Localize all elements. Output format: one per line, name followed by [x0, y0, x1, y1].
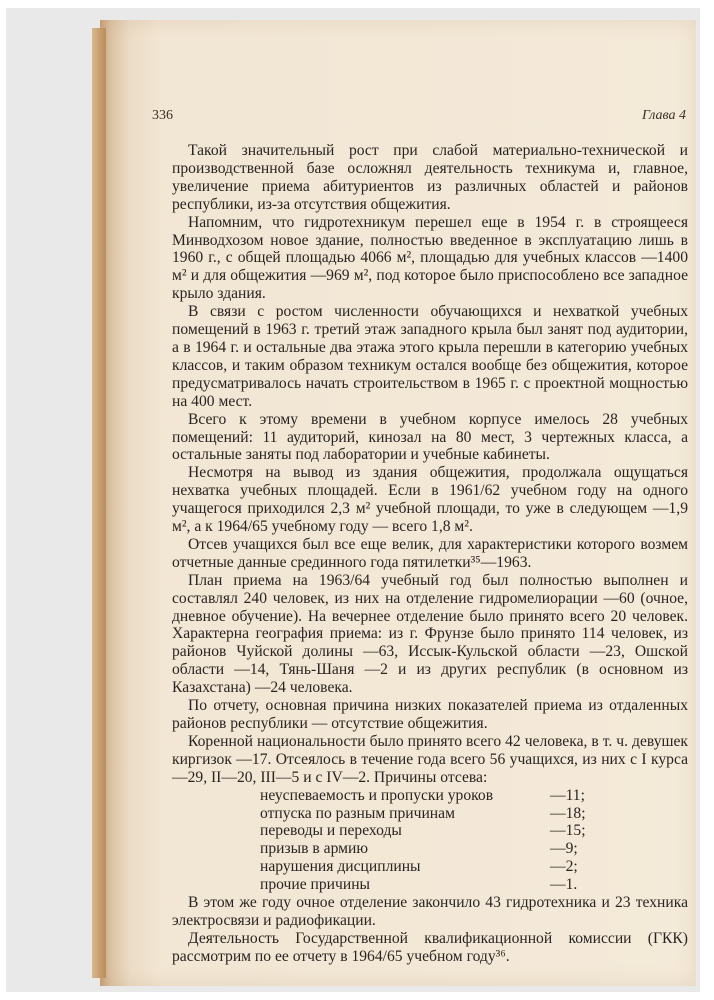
reason-label: прочие причины: [260, 876, 371, 894]
reason-label: неуспеваемость и пропуски уроков: [260, 786, 494, 804]
list-item: [260, 805, 624, 823]
reason-count: —1.: [550, 876, 578, 894]
paragraph: В связи с ростом численности обучающихся и нехваткой учебных помещений в 1963 г. третий этаж западного крыла был занят под аудитории, а в 1964 г. и остальные два этажа этого крыла перешли в категорию учебных классов, и таким образом техникум остался вообще без общежития, которое предусматривалось начать строительством в 1965 г. с проектной мощностью на 400 мест.: [172, 303, 688, 410]
page-body: [172, 142, 688, 966]
page-edge: [92, 28, 106, 978]
paragraph: Деятельность Государственной квалификационной комиссии (ГКК) рассмотрим по ее отчету в 1964/65 учебном году³⁶.: [172, 929, 688, 965]
reason-label: нарушения дисциплины: [260, 858, 421, 876]
list-item: [260, 858, 624, 876]
list-item: [260, 787, 624, 805]
reason-count: —11;: [550, 786, 585, 804]
reason-label: отпуска по разным причинам: [260, 804, 455, 822]
reason-count: —15;: [550, 822, 586, 840]
paragraph: В этом же году очное отделение закончило 43 гидротехника и 23 техника электросвязи и радиофикации.: [172, 894, 688, 929]
paragraph: Всего к этому времени в учебном корпусе имелось 28 учебных помещений: 11 аудиторий, кинозал на 80 мест, 3 чертежных класса, а остальные заняты под лаборатории и учебные кабинеты.: [172, 410, 688, 464]
list-item: [260, 822, 624, 840]
list-item: [260, 840, 624, 858]
page-number: 336: [152, 108, 173, 123]
paragraph: Такой значительный рост при слабой материально-технической и производственной базе осложнял деятельность техникума и, главное, увеличение приема абитуриентов из различных областей и районов республики, из-за отсутствия общежития.: [172, 142, 688, 213]
paragraph: По отчету, основная причина низких показателей приема из отдаленных районов республики — отсутствие общежития.: [172, 697, 688, 732]
list-item: [260, 876, 624, 894]
reason-count: —9;: [550, 840, 578, 858]
chapter-title: Глава 4: [642, 108, 686, 123]
paragraph: Коренной национальности было принято всего 42 человека, в т. ч. девушек киргизок —17. Отсеялось в течение года всего 56 учащихся, из них с I курса —29, II—20, III—5 и с IV—2. Причины отсева:: [172, 732, 688, 786]
reason-label: переводы и переходы: [260, 822, 402, 840]
reason-count: —2;: [550, 858, 578, 876]
reason-label: призыв в армию: [260, 840, 368, 858]
paragraph: Отсев учащихся был все еще велик, для характеристики которого возмем отчетные данные срединного года пятилетки³⁵—1963.: [172, 535, 688, 571]
paragraph: Напомним, что гидротехникум перешел еще в 1954 г. в строящееся Минводхозом новое здание, полностью введенное в эксплуатацию лишь в 1960 г., с общей площадью 4066 м², площадью для учебных классов —1400 м² и для общежития —969 м², под которое было приспособлено все западное крыло здания.: [172, 213, 688, 303]
reason-count: —18;: [550, 804, 586, 822]
dropout-reasons-list: [260, 787, 688, 894]
paragraph: План приема на 1963/64 учебный год был полностью выполнен и составлял 240 человек, из них на отделение гидромелиорации —60 (очное, дневное обучение). На вечернее отделение было принято всего 20 человек. Характерна география приема: из г. Фрунзе было принято 114 человек, из районов Чуйской долины —63, Иссык-Кульской области —23, Ошской области —14, Тянь-Шаня —2 и из других республик (в основном из Казахстана) —24 человека.: [172, 571, 688, 697]
paragraph: Несмотря на вывод из здания общежития, продолжала ощущаться нехватка учебных площадей. Если в 1961/62 учебном году на одного учащегося приходился 2,3 м² учебной площади, то уже в следующем —1,9 м², а к 1964/65 учебному году — всего 1,8 м².: [172, 464, 688, 536]
